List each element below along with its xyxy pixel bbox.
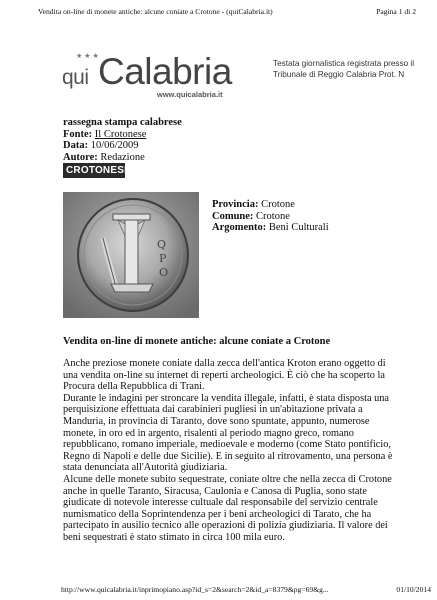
print-footer-date: 01/10/2014 xyxy=(396,585,431,594)
taxonomy-comune xyxy=(212,211,329,223)
data-value: 10/06/2009 xyxy=(90,140,139,152)
article-taxonomy xyxy=(212,199,329,234)
coin-image xyxy=(63,192,199,318)
comune-label: Comune: xyxy=(212,210,254,222)
autore-label: Autore: xyxy=(63,151,98,163)
fonte-link[interactable]: Il Crotonese xyxy=(94,128,147,140)
article-body xyxy=(63,358,398,544)
print-footer xyxy=(61,585,431,594)
fonte-label: Fonte: xyxy=(63,128,93,140)
taxonomy-argomento xyxy=(212,222,329,234)
provincia-label: Provincia: xyxy=(212,199,259,210)
svg-text:O: O xyxy=(159,266,169,279)
article-paragraph: Durante le indagini per stroncare la vendita illegale, infatti, è stata disposta una perquisizione effettuata dai carabinieri pugliesi in un'abitazione privata a Manduria, in provincia di Taranto, dove sono spuntate, appunto, numerose monete, in oro ed in argento, risalenti al periodo magno greco, romano repubblicano, romano imperiale, medioevale e moderno (come Stato pontificio, Regno di Napoli e delle due Sicilie). E in seguito al ritrovamento, una persona è stata denunciata all'Autorità giudiziaria. xyxy=(63,392,393,474)
source-logo-tld: .it xyxy=(130,169,137,175)
article-meta xyxy=(63,117,182,163)
svg-text:Q: Q xyxy=(157,238,167,251)
argomento-value: Beni Culturali xyxy=(268,222,329,234)
registration-note: Testata giornalistica registrata presso il Tribunale di Reggio Calabria Prot. N xyxy=(273,59,415,79)
provincia-value: Crotone xyxy=(261,199,295,210)
article-title: Vendita on-line di monete antiche: alcune coniate a Crotone xyxy=(63,336,331,347)
source-logo-name: CROTONESE xyxy=(66,165,131,176)
meta-autore xyxy=(63,152,182,164)
logo-calabria: Calabria xyxy=(98,51,232,92)
logo-stars-icon: ★★★ xyxy=(76,52,101,60)
section-title: rassegna stampa calabrese xyxy=(63,117,182,128)
logo-qui: qui xyxy=(62,66,89,89)
meta-fonte xyxy=(63,129,182,141)
comune-value: Crotone xyxy=(256,210,290,222)
site-logo[interactable] xyxy=(62,40,262,100)
svg-text:P: P xyxy=(159,252,167,265)
article-paragraph: Anche preziose monete coniate dalla zecca dell'antica Kroton erano oggetto di una vendita on-line su internet di reperti archeologici. È ciò che ha scoperto la Procura della Repubblica di Trani. xyxy=(63,358,386,393)
source-logo[interactable] xyxy=(63,163,137,178)
print-header-page: Pagina 1 di 2 xyxy=(376,7,416,16)
autore-value: Redazione xyxy=(100,151,145,163)
print-footer-url: http://www.quicalabria.it/inprimopiano.asp?id_s=2&search=2&id_a=8379&pg=69&g... xyxy=(61,585,329,594)
logo-url: www.quicalabria.it xyxy=(157,90,223,99)
article-paragraph: Alcune delle monete subito sequestrate, coniate oltre che nella zecca di Crotone anche in quelle Taranto, Siracusa, Caulonia e Canosa di Puglia, sono state giudicate di notevole interesse cultuale dal responsabile del servizio centrale numismatico della Soprintendenza per i beni archeologici di Tarato, che ha partecipato in ausilio tecnico alle operazioni di polizia giudiziaria. Il valore dei beni sequestrati è stato stimato in circa 100 mila euro. xyxy=(63,473,392,543)
meta-data xyxy=(63,140,182,152)
argomento-label: Argomento: xyxy=(212,222,267,234)
data-label: Data: xyxy=(63,140,89,152)
print-header-title: Vendita on-line di monete antiche: alcune coniate a Crotone - (quiCalabria.it) xyxy=(38,7,273,16)
print-header xyxy=(38,7,416,16)
taxonomy-provincia xyxy=(212,199,329,211)
coin-illustration xyxy=(63,192,199,318)
